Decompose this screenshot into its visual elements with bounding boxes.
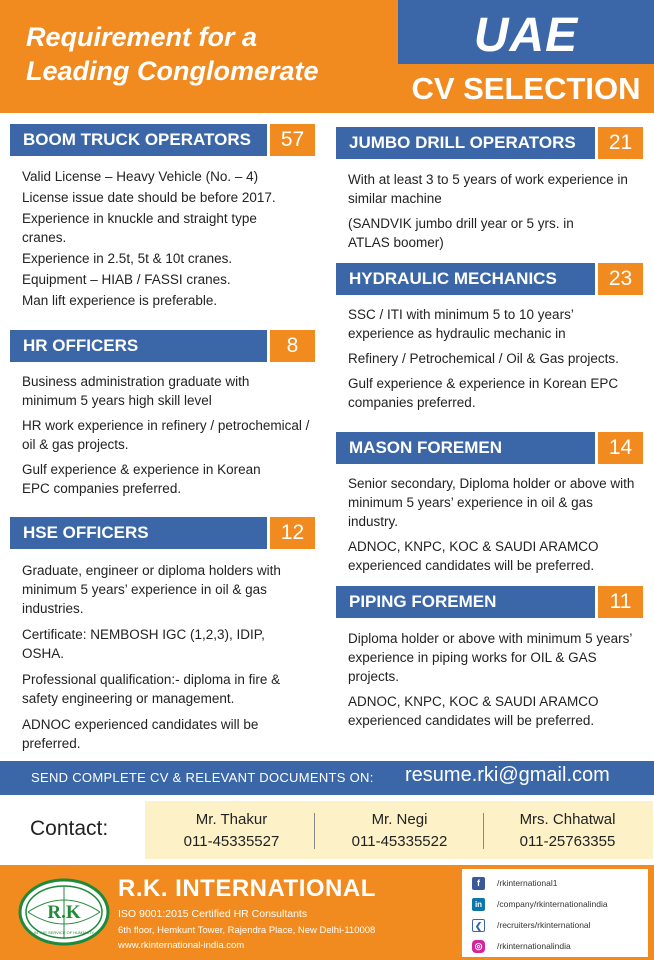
title-line-2: Leading Conglomerate [26, 56, 319, 86]
social-links [462, 869, 648, 957]
section-title: JUMBO DRILL OPERATORS [336, 127, 595, 159]
social-facebook[interactable] [472, 875, 557, 891]
contact-name: Mr. Thakur [195, 811, 268, 828]
requirement-item: Experience in knuckle and straight type cranes. [22, 211, 257, 245]
section-hr-officers [10, 330, 315, 498]
footer [0, 865, 654, 960]
section-piping-foremen [336, 586, 646, 730]
social-handle: /recruiters/rkinternational [497, 920, 591, 930]
section-jumbo-drill-operators [336, 127, 646, 252]
contact-person [317, 809, 482, 853]
social-handle: /rkinternationalindia [497, 941, 571, 951]
vacancy-count: 57 [270, 124, 315, 156]
requirement-item: (SANDVIK jumbo drill year or 5 yrs. in ATLAS boomer) [348, 216, 574, 250]
vacancy-count: 11 [598, 586, 643, 618]
vacancy-count: 12 [270, 517, 315, 549]
contact-section [0, 795, 654, 865]
divider [483, 813, 484, 849]
social-handle: /rkinternational1 [497, 878, 558, 888]
instagram-icon: ◎ [472, 940, 485, 953]
requirement-item: Equipment – HIAB / FASSI cranes. [22, 272, 231, 287]
requirement-item: Business administration graduate with minimum 5 years high skill level [22, 374, 250, 408]
section-hse-officers [10, 517, 315, 753]
requirement-item: Experience in 2.5t, 5t & 10t cranes. [22, 251, 233, 266]
requirement-item: Valid License – Heavy Vehicle (No. – 4) [22, 169, 259, 184]
contact-box [145, 801, 653, 859]
section-title: HSE OFFICERS [10, 517, 267, 549]
section-boom-truck-operators [10, 124, 315, 310]
vacancy-count: 21 [598, 127, 643, 159]
send-cv-bar [0, 761, 654, 795]
requirement-item: HR work experience in refinery / petrochemical / oil & gas projects. [22, 418, 310, 452]
requirement-item: SSC / ITI with minimum 5 to 10 years’ experience as hydraulic mechanic in [348, 307, 574, 341]
section-title: HR OFFICERS [10, 330, 267, 362]
facebook-icon: f [472, 877, 485, 890]
page-title [26, 20, 396, 88]
contact-phone[interactable]: 011-25763355 [519, 833, 616, 850]
contact-phone[interactable]: 011-45335522 [351, 833, 448, 850]
requirement-item: Gulf experience & experience in Korean EPC companies preferred. [348, 376, 619, 410]
contact-label: Contact: [30, 817, 109, 840]
cv-selection-label: CV SELECTION [398, 64, 654, 113]
requirement-item: Professional qualification:- diploma in fire & safety engineering or management. [22, 672, 281, 706]
requirement-item: ADNOC, KNPC, KOC & SAUDI ARAMCO experienced candidates will be preferred. [348, 539, 599, 573]
location-box [398, 0, 654, 113]
send-cv-label: SEND COMPLETE CV & RELEVANT DOCUMENTS ON: [31, 770, 374, 785]
company-website[interactable]: www.rkinternational-india.com [118, 940, 245, 951]
contact-person [485, 809, 650, 853]
social-handle: /company/rkinternationalindia [497, 899, 608, 909]
section-title: PIPING FOREMEN [336, 586, 595, 618]
section-title: HYDRAULIC MECHANICS [336, 263, 595, 295]
section-mason-foremen [336, 432, 646, 575]
requirement-item: Gulf experience & experience in Korean EPC companies preferred. [22, 462, 261, 496]
recruiter-icon: ❮ [472, 919, 485, 932]
company-name: R.K. INTERNATIONAL [118, 875, 376, 902]
title-line-1: Requirement for a [26, 22, 258, 52]
location-label: UAE [473, 9, 579, 62]
divider [314, 813, 315, 849]
company-logo [18, 878, 110, 946]
requirement-item: Graduate, engineer or diploma holders with minimum 5 years’ experience in oil & gas industries. [22, 563, 281, 616]
section-title: BOOM TRUCK OPERATORS [10, 124, 267, 156]
requirement-item: ADNOC, KNPC, KOC & SAUDI ARAMCO experienced candidates will be preferred. [348, 694, 599, 728]
contact-person [149, 809, 314, 853]
section-hydraulic-mechanics [336, 263, 646, 412]
requirement-item: Senior secondary, Diploma holder or above with minimum 5 years’ experience in oil & gas industry. [348, 476, 635, 529]
email-link[interactable]: resume.rki@gmail.com [405, 764, 610, 786]
vacancy-count: 23 [598, 263, 643, 295]
requirement-item: License issue date should be before 2017. [22, 190, 276, 205]
requirement-item: Man lift experience is preferable. [22, 293, 218, 308]
requirement-item: ADNOC experienced candidates will be preferred. [22, 717, 259, 751]
svg-text:IN THE SERVICE OF HUMANITY: IN THE SERVICE OF HUMANITY [33, 930, 95, 935]
company-certification: ISO 9001:2015 Certified HR Consultants [118, 908, 308, 920]
requirement-item: Refinery / Petrochemical / Oil & Gas projects. [348, 351, 619, 366]
requirement-item: With at least 3 to 5 years of work experience in similar machine [348, 172, 628, 206]
contact-name: Mr. Negi [371, 811, 428, 828]
vacancy-count: 14 [598, 432, 643, 464]
social-linkedin[interactable] [472, 896, 608, 912]
section-title: MASON FOREMEN [336, 432, 595, 464]
requirement-item: Certificate: NEMBOSH IGC (1,2,3), IDIP, OSHA. [22, 627, 265, 661]
company-address: 6th floor, Hemkunt Tower, Rajendra Place, New Delhi-110008 [118, 925, 376, 936]
contact-phone[interactable]: 011-45335527 [183, 833, 280, 850]
vacancy-count: 8 [270, 330, 315, 362]
requirement-item: Diploma holder or above with minimum 5 years’ experience in piping works for OIL & GAS projects. [348, 631, 632, 684]
contact-name: Mrs. Chhatwal [519, 811, 616, 828]
social-instagram[interactable] [472, 938, 571, 954]
svg-text:R.K: R.K [47, 902, 81, 923]
linkedin-icon: in [472, 898, 485, 911]
social-recruiter[interactable] [472, 917, 591, 933]
